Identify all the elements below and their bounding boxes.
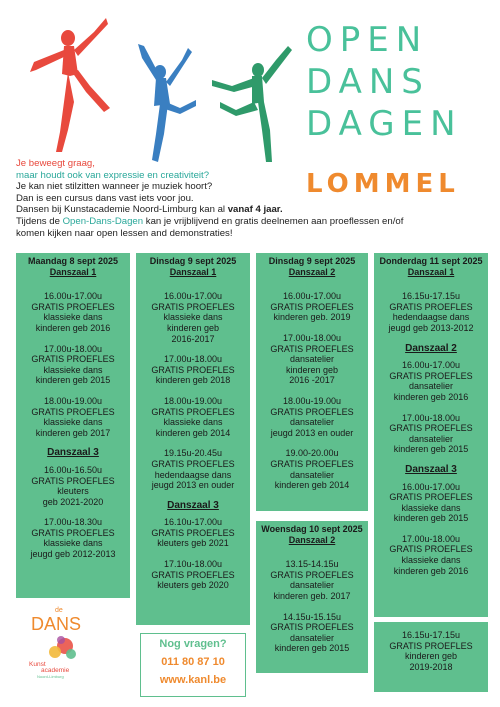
lesson-slot: 16.00u-17.00u GRATIS PROEFLES kinderen geb. 2019 <box>270 291 354 323</box>
schedule-monday <box>16 253 130 598</box>
intro-line-6: Tijdens de Open-Dans-Dagen kan je vrijblijvend en gratis deelnemen aan proeflessen en/of <box>16 215 404 227</box>
lesson-slot: 16.10u-17.00u GRATIS PROEFLES kleuters geb 2021 <box>151 517 235 549</box>
schedule-wednesday <box>256 521 368 673</box>
contact-box <box>140 633 246 697</box>
lesson-slot: 16.00u-17.00u GRATIS PROEFLES klassieke dans kinderen geb 2015 <box>389 481 473 524</box>
lesson-slot: 14.15u-15.15u GRATIS PROEFLES dansatelier kinderen geb 2015 <box>270 611 354 654</box>
logo-sub1: Kunst <box>29 661 46 668</box>
intro-line-5: Dansen bij Kunstacademie Noord-Limburg kan al vanaf 4 jaar. <box>16 204 283 216</box>
logo-sub2: academie <box>41 667 70 674</box>
lesson-slot: 19.00-20.00u GRATIS PROEFLES dansatelier kinderen geb 2014 <box>270 448 354 491</box>
day-heading: Maandag 8 sept 2025 <box>27 256 119 266</box>
logo-word: DANS <box>31 614 82 634</box>
logo-graphic <box>25 602 95 682</box>
dancer-red-illustration <box>24 12 114 157</box>
lesson-slot: 17.00u-18.00u GRATIS PROEFLES klassieke dans kinderen geb 2015 <box>31 343 115 386</box>
hall-heading: Danszaal 3 <box>167 499 219 511</box>
intro-line-3: Je kan niet stilzitten wanneer je muziek hoort? <box>16 181 213 193</box>
hall-heading: Danszaal 3 <box>405 463 457 475</box>
lesson-slot: 17.00u-18.00u GRATIS PROEFLES dansatelier kinderen geb 2016 -2017 <box>270 332 354 386</box>
schedule-thursday <box>374 253 488 617</box>
schedule-tuesday-b <box>256 253 368 511</box>
logo-de: de <box>55 607 63 614</box>
lesson-slot: 18.00u-19.00u GRATIS PROEFLES dansatelier jeugd 2013 en ouder <box>270 395 354 438</box>
lesson-slot: 17.10u-18.00u GRATIS PROEFLES kleuters geb 2020 <box>151 559 235 591</box>
intro-line-7: komen kijken naar open lessen and demonstraties! <box>16 227 233 239</box>
logo-sub3: Noord-Limburg <box>37 674 64 679</box>
lesson-slot: 18.00u-19.00u GRATIS PROEFLES klassieke dans kinderen geb 2017 <box>31 395 115 438</box>
lesson-slot: 16.00u-17.00u GRATIS PROEFLES klassieke dans kinderen geb 2016 <box>31 291 115 333</box>
contact-website[interactable]: www.kanl.be <box>159 674 227 686</box>
dans-kunstacademie-logo <box>25 602 95 682</box>
title-dans: DANS <box>306 62 430 102</box>
dancer-blue-illustration <box>130 38 200 168</box>
lesson-slot: 17.00u-18.00u GRATIS PROEFLES dansatelier kinderen geb 2015 <box>389 412 473 455</box>
day-heading: Dinsdag 9 sept 2025 <box>149 256 237 266</box>
lesson-slot: 16.15u-17.15u GRATIS PROEFLES kinderen geb 2019-2018 <box>389 630 473 672</box>
lesson-slot: 17.00u-18.00u GRATIS PROEFLES klassieke dans kinderen geb 2016 <box>389 533 473 576</box>
dancer-green-illustration <box>206 30 296 170</box>
lesson-slot: 16.15u-17.15u GRATIS PROEFLES hedendaagse dans jeugd geb 2013-2012 <box>388 291 474 333</box>
lesson-slot: 17.00u-18.30u GRATIS PROEFLES klassieke dans jeugd geb 2012-2013 <box>30 517 116 560</box>
lesson-slot: 13.15-14.15u GRATIS PROEFLES dansatelier kinderen geb. 2017 <box>270 559 354 601</box>
title-open: OPEN <box>306 20 429 60</box>
title-lommel: LOMMEL <box>306 169 460 199</box>
contact-question: Nog vragen? <box>159 638 227 650</box>
lesson-slot: 16.00u-17.00u GRATIS PROEFLES dansatelier kinderen geb 2016 <box>389 360 473 402</box>
lesson-slot: 16.00u-16.50u GRATIS PROEFLES kleuters geb 2021-2020 <box>31 464 115 507</box>
lesson-slot: 16.00u-17.00u GRATIS PROEFLES klassieke dans kinderen geb 2016-2017 <box>151 291 235 344</box>
title-dagen: DAGEN <box>306 104 463 144</box>
schedule-tuesday-a <box>136 253 250 625</box>
lesson-slot: 19.15u-20.45u GRATIS PROEFLES hedendaagse dans jeugd 2013 en ouder <box>151 448 235 491</box>
hall-heading: Danszaal 2 <box>288 266 336 277</box>
hall-heading: Danszaal 2 <box>405 342 457 354</box>
schedule-thursday-extra <box>374 622 488 692</box>
hall-heading: Danszaal 2 <box>288 534 336 545</box>
hall-heading: Danszaal 1 <box>169 266 217 277</box>
hall-heading: Danszaal 1 <box>407 266 455 277</box>
lesson-slot: 17.00u-18.00u GRATIS PROEFLES kinderen geb 2018 <box>151 354 235 386</box>
lesson-slot: 18.00u-19.00u GRATIS PROEFLES klassieke dans kinderen geb 2014 <box>151 395 235 438</box>
contact-phone[interactable]: 011 80 87 10 <box>161 656 225 668</box>
hall-heading: Danszaal 3 <box>47 447 99 459</box>
intro-line-1: Je beweegt graag, <box>16 158 95 169</box>
intro-line-2: maar houdt ook van expressie en creativiteit? <box>16 169 210 181</box>
intro-text <box>16 158 486 239</box>
day-heading: Woensdag 10 sept 2025 <box>261 524 363 534</box>
day-heading: Donderdag 11 sept 2025 <box>379 256 483 266</box>
intro-line-4: Dan is een cursus dans vast iets voor jou. <box>16 192 194 204</box>
day-heading: Dinsdag 9 sept 2025 <box>268 256 356 266</box>
hall-heading: Danszaal 1 <box>49 266 97 277</box>
